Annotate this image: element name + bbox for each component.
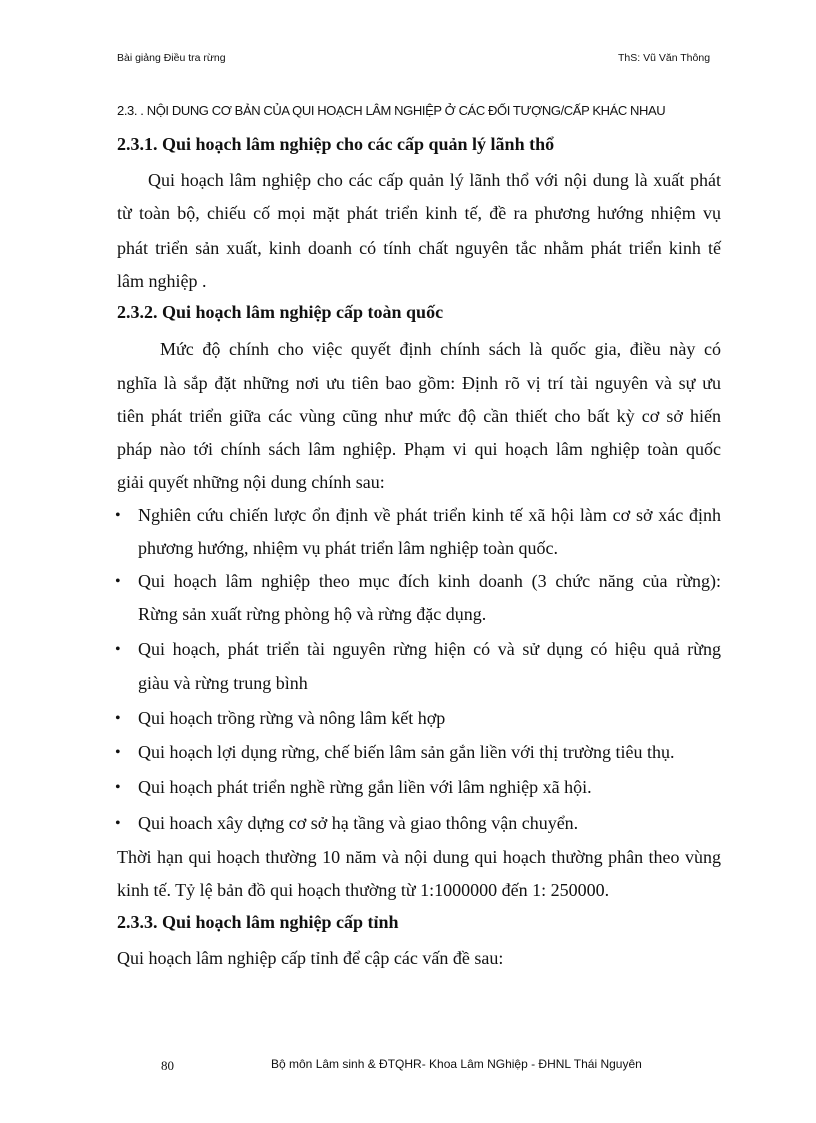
paragraph-line: phát triển sản xuất, kinh doanh có tính chất nguyên tắc nhằm phát triển kinh tế	[117, 238, 721, 258]
bullet-item-line: Rừng sản xuất rừng phòng hộ và rừng đặc dụng.	[138, 604, 487, 624]
running-header-right: ThS: Vũ Văn Thông	[618, 52, 711, 64]
paragraph-line: pháp nào tới chính sách lâm nghiệp. Phạm vi qui hoạch lâm nghiệp toàn quốc	[117, 439, 721, 459]
bullet-item-line: phương hướng, nhiệm vụ phát triển lâm nghiệp toàn quốc.	[138, 538, 558, 558]
bullet-item-line: Qui hoạch lợi dụng rừng, chế biến lâm sản gắn liền với thị trường tiêu thụ.	[138, 742, 675, 762]
bullet-item-line: Qui hoạch lâm nghiệp theo mục đích kinh doanh (3 chức năng của rừng):	[138, 571, 721, 591]
heading-2-3-3: 2.3.3. Qui hoạch lâm nghiệp cấp tỉnh	[117, 912, 399, 932]
page-number: 80	[161, 1058, 174, 1073]
bullet-item-line: Qui hoach xây dựng cơ sở hạ tầng và giao thông vận chuyển.	[138, 813, 579, 833]
paragraph-line: kinh tế. Tỷ lệ bản đồ qui hoạch thường từ 1:1000000 đến 1: 250000.	[117, 880, 610, 900]
bullet-icon: •	[115, 507, 121, 524]
paragraph-line: Qui hoạch lâm nghiệp cho các cấp quản lý lãnh thổ với nội dung là xuất phát	[148, 170, 721, 190]
bullet-icon: •	[115, 815, 121, 832]
running-header-left: Bài giảng Điều tra rừng	[117, 52, 226, 64]
bullet-item-line: Qui hoạch trồng rừng và nông lâm kết hợp	[138, 708, 446, 728]
footer-text: Bộ môn Lâm sinh & ĐTQHR- Khoa Lâm NGhiệp - ĐHNL Thái Nguyên	[271, 1057, 642, 1071]
paragraph-line: Qui hoạch lâm nghiệp cấp tỉnh để cập các vấn đề sau:	[117, 948, 504, 968]
heading-2-3-2: 2.3.2. Qui hoạch lâm nghiệp cấp toàn quốc	[117, 302, 444, 322]
paragraph-line: Thời hạn qui hoạch thường 10 năm và nội dung qui hoạch thường phân theo vùng	[117, 847, 721, 867]
bullet-icon: •	[115, 779, 121, 796]
section-title: 2.3. . NỘI DUNG CƠ BẢN CỦA QUI HOẠCH LÂM NGHIỆP Ở CÁC ĐỐI TƯỢNG/CẤP KHÁC NHAU	[117, 103, 666, 118]
paragraph-line: giải quyết những nội dung chính sau:	[117, 472, 385, 492]
bullet-item-line: giàu và rừng trung bình	[138, 673, 308, 693]
bullet-icon: •	[115, 641, 121, 658]
bullet-item-line: Nghiên cứu chiến lược ổn định về phát triển kinh tế xã hội làm cơ sở xác định	[138, 505, 721, 525]
paragraph-line: từ toàn bộ, chiếu cố mọi mặt phát triển kinh tế, đề ra phương hướng nhiệm vụ	[117, 203, 721, 223]
bullet-icon: •	[115, 744, 121, 761]
paragraph-line: tiên phát triển giữa các vùng cũng như mức độ cần thiết cho bất kỳ cơ sở hiến	[117, 406, 721, 426]
paragraph-line: Mức độ chính cho việc quyết định chính sách là quốc gia, điều này có	[160, 339, 721, 359]
bullet-item-line: Qui hoạch phát triển nghề rừng gắn liền với lâm nghiệp xã hội.	[138, 777, 592, 797]
bullet-icon: •	[115, 710, 121, 727]
heading-2-3-1: 2.3.1. Qui hoạch lâm nghiệp cho các cấp quản lý lãnh thổ	[117, 134, 555, 154]
paragraph-line: lâm nghiệp .	[117, 271, 207, 291]
bullet-item-line: Qui hoạch, phát triển tài nguyên rừng hiện có và sử dụng có hiệu quả rừng	[138, 639, 721, 659]
bullet-icon: •	[115, 573, 121, 590]
paragraph-line: nghĩa là sắp đặt những nơi ưu tiên bao gồm: Định rõ vị trí tài nguyên và sự ưu	[117, 373, 721, 393]
